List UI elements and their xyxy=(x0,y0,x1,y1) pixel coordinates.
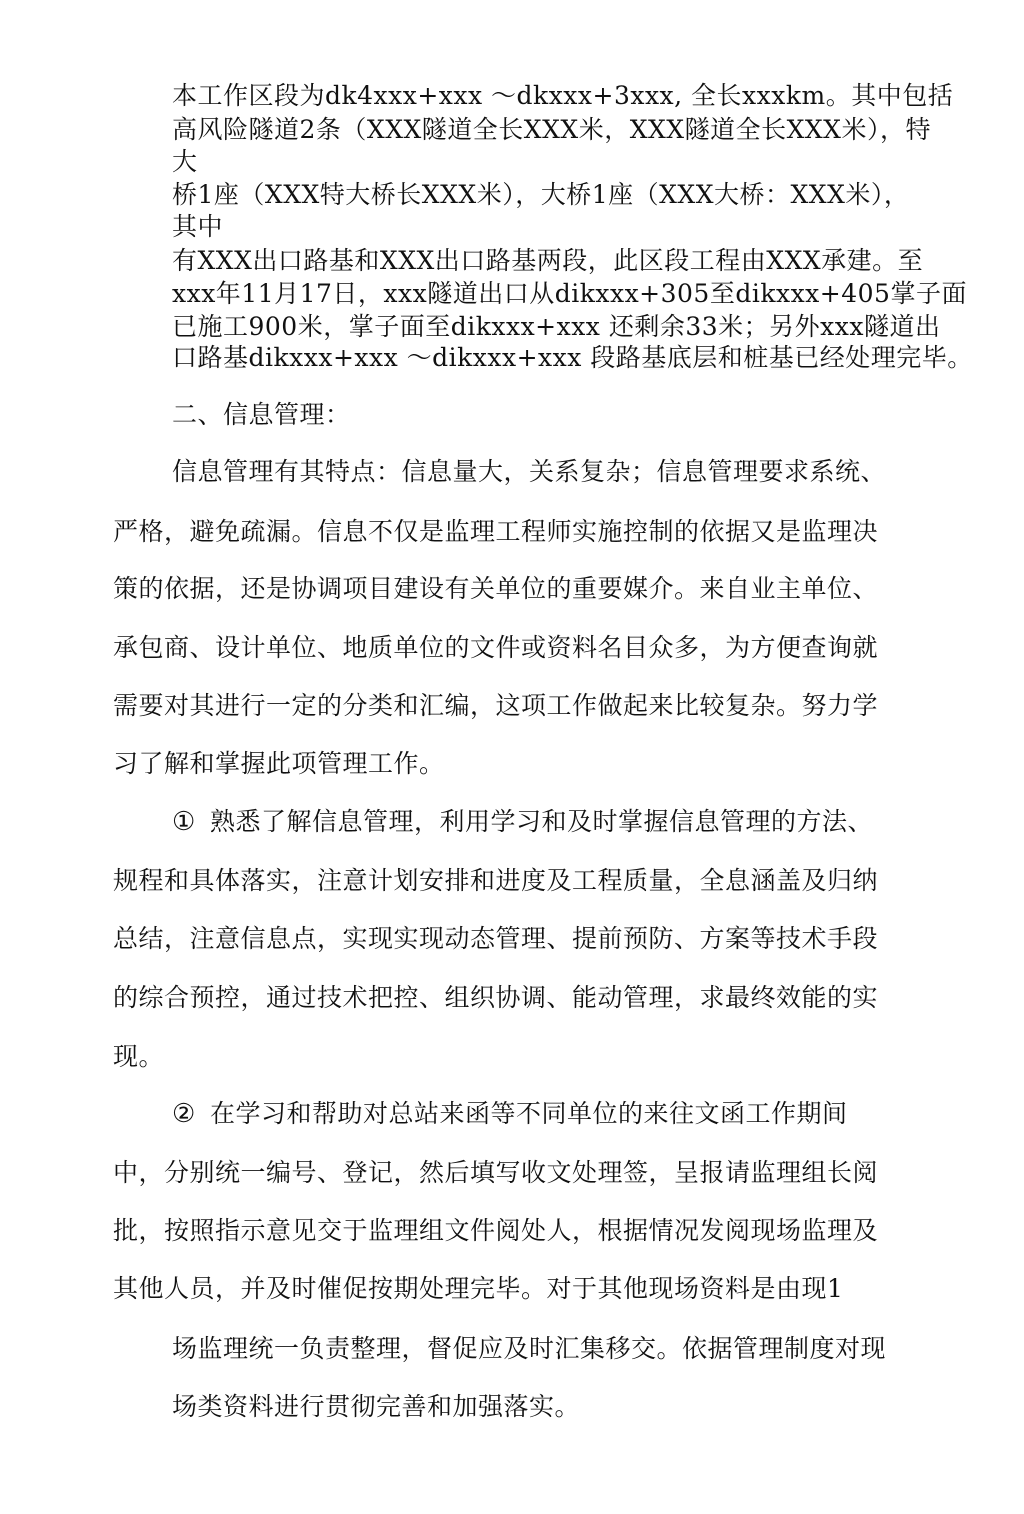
overview-line-4: 桥1座（XXX特大桥长XXX米），大桥1座（XXX大桥：XXX米）， xyxy=(172,180,910,209)
item2-line-2: 中，分别统一编号、登记，然后填写收文处理签，呈报请监理组长阅 xyxy=(113,1158,879,1187)
item1-line-2: 规程和具体落实，注意计划安排和进度及工程质量，全息涵盖及归纳 xyxy=(113,866,879,895)
overview-line-6: 有XXX出口路基和XXX出口路基两段，此区段工程由XXX承建。至 xyxy=(172,246,924,275)
item1-line-5: 现。 xyxy=(113,1042,165,1071)
item2-line-4: 其他人员，并及时催促按期处理完毕。对于其他现场资料是由现1 xyxy=(113,1274,844,1303)
item1-line-3: 总结，注意信息点，实现实现动态管理、提前预防、方案等技术手段 xyxy=(113,924,879,953)
info-paragraph-line-5: 需要对其进行一定的分类和汇编，这项工作做起来比较复杂。努力学 xyxy=(113,691,879,720)
item2-line-5: 场监理统一负责整理，督促应及时汇集移交。依据管理制度对现 xyxy=(172,1334,887,1363)
item-marker-1: ① xyxy=(172,807,196,837)
overview-line-5: 其中 xyxy=(172,212,224,241)
info-paragraph-line-2: 严格，避免疏漏。信息不仅是监理工程师实施控制的依据又是监理决 xyxy=(113,517,879,546)
item1-line-1: 熟悉了解信息管理，利用学习和及时掌握信息管理的方法、 xyxy=(210,807,874,836)
info-paragraph-line-3: 策的依据，还是协调项目建设有关单位的重要媒介。来自业主单位、 xyxy=(113,574,879,603)
overview-line-7: xxx年11月17日，xxx隧道出口从dikxxx+305至dikxxx+405掌子面 xyxy=(172,279,967,308)
item2-line-1: 在学习和帮助对总站来函等不同单位的来往文函工作期间 xyxy=(210,1099,848,1128)
overview-line-1: 本工作区段为dk4xxx+xxx ～dkxxx+3xxx, 全长xxxkm。其中包括 xyxy=(172,81,954,110)
item-marker-2: ② xyxy=(172,1099,196,1129)
info-paragraph-line-6: 习了解和掌握此项管理工作。 xyxy=(113,749,445,778)
item2-line-3: 批，按照指示意见交于监理组文件阅处人，根据情况发阅现场监理及 xyxy=(113,1216,879,1245)
item1-line-4: 的综合预控，通过技术把控、组织协调、能动管理，求最终效能的实 xyxy=(113,983,879,1012)
item2-line-6: 场类资料进行贯彻完善和加强落实。 xyxy=(172,1392,581,1421)
info-paragraph-line-1: 信息管理有其特点：信息量大，关系复杂；信息管理要求系统、 xyxy=(172,457,887,486)
overview-line-9: 口路基dikxxx+xxx ～dikxxx+xxx 段路基底层和桩基已经处理完毕。 xyxy=(172,343,973,372)
overview-line-8: 已施工900米，掌子面至dikxxx+xxx 还剩余33米；另外xxx隧道出 xyxy=(172,312,941,341)
overview-line-3: 大 xyxy=(172,147,198,176)
info-paragraph-line-4: 承包商、设计单位、地质单位的文件或资料名目众多，为方便查询就 xyxy=(113,633,879,662)
section-heading: 二、信息管理： xyxy=(172,400,351,429)
overview-line-2: 高风险隧道2条（XXX隧道全长XXX米，XXX隧道全长XXX米），特 xyxy=(172,115,931,144)
